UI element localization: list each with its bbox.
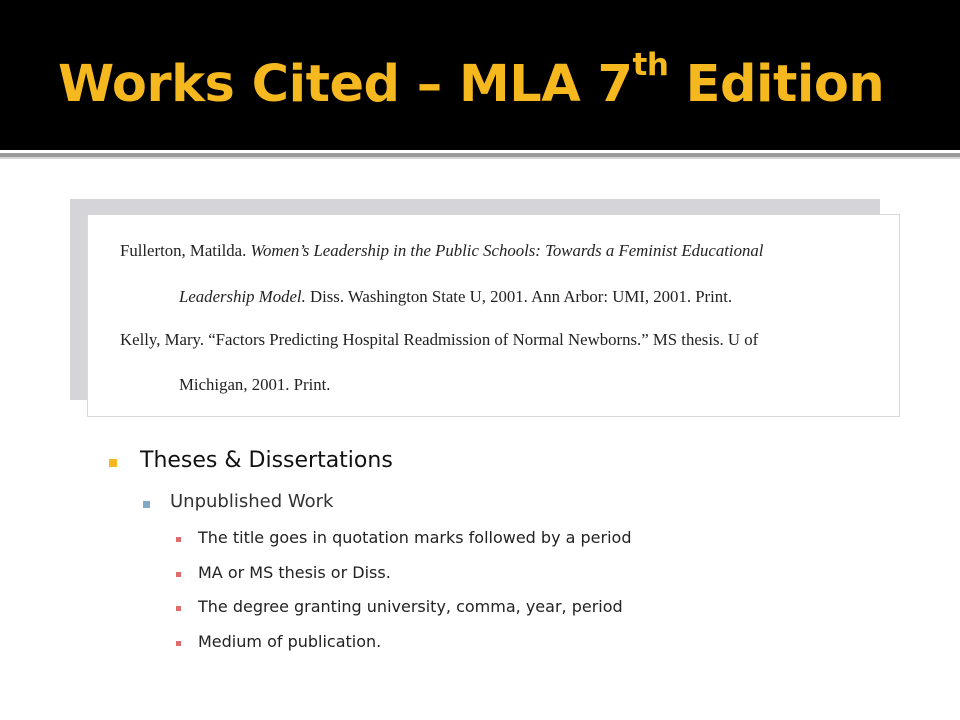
square-bullet-icon [176,641,181,646]
citation-1-author: Fullerton, Matilda. [120,241,247,260]
slide-title [58,47,885,120]
title-bar [0,0,960,150]
title-main: Works Cited – MLA 7 [58,55,633,114]
bullet-heading: Theses & Dissertations [140,448,393,473]
square-bullet-icon [143,501,150,508]
title-superscript: th [632,47,669,83]
bullet-item: The degree granting university, comma, year, period [198,597,623,616]
bullet-item: Medium of publication. [198,632,382,651]
citation-1-line-2 [179,287,732,307]
citation-card [87,214,900,417]
bullet-item: The title goes in quotation marks followed by a period [198,528,632,547]
citation-2-line-2: Michigan, 2001. Print. [179,375,331,394]
citation-1-title: Women’s Leadership in the Public Schools: Towards a Feminist Educational [250,241,764,260]
citation-1-title-cont: Leadership Model. [179,287,306,306]
citation-1-line-1 [120,241,763,261]
divider-light [0,157,960,159]
citation-1-rest: Diss. Washington State U, 2001. Ann Arbor: UMI, 2001. Print. [309,287,733,306]
bullet-item: MA or MS thesis or Diss. [198,563,391,582]
square-bullet-icon [176,572,181,577]
square-bullet-icon [109,459,117,467]
square-bullet-icon [176,537,181,542]
square-bullet-icon [176,606,181,611]
title-end: Edition [668,55,885,114]
citation-2-line-1: Kelly, Mary. “Factors Predicting Hospital Readmission of Normal Newborns.” MS thesis. U of [120,330,759,349]
bullet-subheading: Unpublished Work [170,491,334,512]
